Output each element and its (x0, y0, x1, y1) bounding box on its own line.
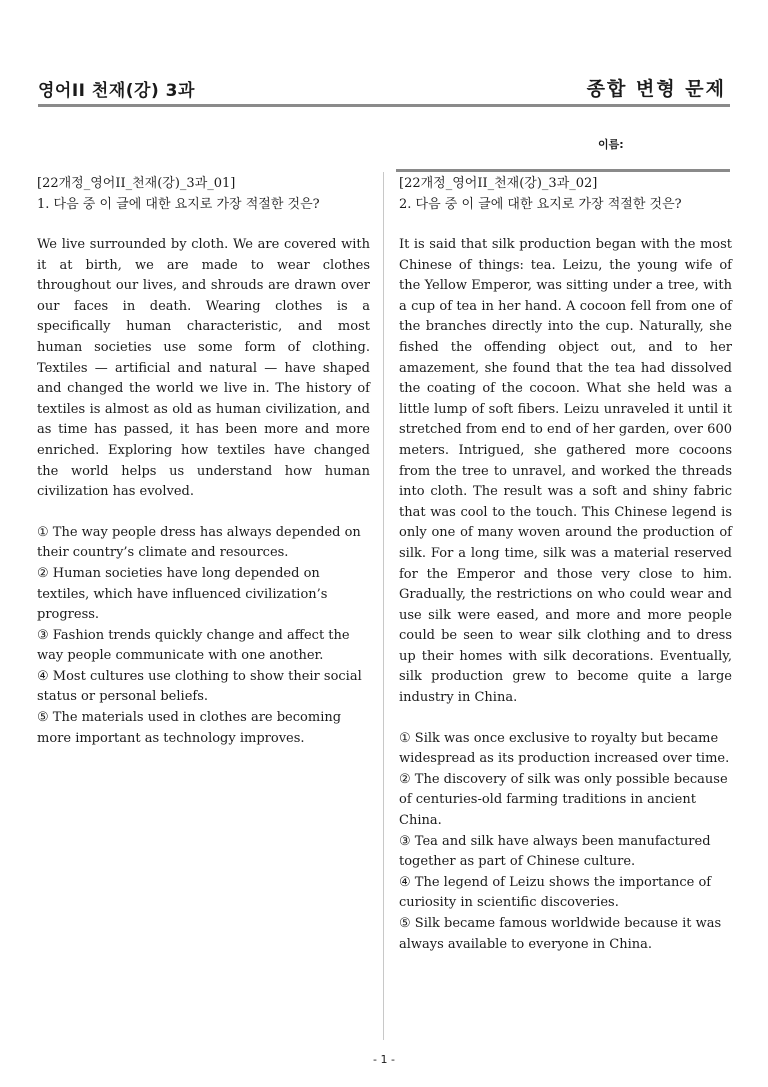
header-divider (38, 104, 730, 107)
column-divider (383, 172, 384, 1040)
option-5[interactable]: ⑤ Silk became famous worldwide because it was always available to everyone in China. (399, 916, 722, 952)
worksheet-title: 영어II 천재(강) 3과 (38, 81, 195, 101)
question-prompt: 1. 다음 중 이 글에 대한 요지로 가장 적절한 것은? (37, 196, 320, 212)
question-prompt: 2. 다음 중 이 글에 대한 요지로 가장 적절한 것은? (399, 196, 682, 212)
passage: We live surrounded by cloth. We are covered with it at birth, we are made to wear clothes throughout our lives, and shrouds are drawn over our faces in death. Wearing clothes is a specifically human characteristic, and most human societies use some form of clothing. Textiles — artificial and natural — have shaped and changed the world we live in. The history of textiles is almost as old as human civilization, and as time has passed, it has been more and more enriched. Exploring how textiles have changed the world helps us understand how human civilization has evolved. (37, 237, 370, 500)
option-2[interactable]: ② The discovery of silk was only possible because of centuries-old farming traditions in ancient China. (399, 771, 728, 829)
option-2[interactable]: ② Human societies have long depended on textiles, which have influenced civilization’s progress. (37, 565, 328, 623)
name-divider (396, 169, 730, 172)
option-4[interactable]: ④ Most cultures use clothing to show their social status or personal beliefs. (37, 668, 362, 705)
worksheet-type: 종합 변형 문제 (586, 78, 726, 100)
answer-options (399, 729, 732, 956)
option-3[interactable]: ③ Tea and silk have always been manufactured together as part of Chinese culture. (399, 833, 711, 870)
option-1[interactable]: ① Silk was once exclusive to royalty but became widespread as its production increased over time. (399, 730, 730, 767)
option-1[interactable]: ① The way people dress has always depended on their country’s climate and resources. (37, 524, 361, 561)
option-4[interactable]: ④ The legend of Leizu shows the importance of curiosity in scientific discoveries. (399, 874, 712, 911)
option-3[interactable]: ③ Fashion trends quickly change and affect the way people communicate with one another. (37, 627, 350, 664)
passage: It is said that silk production began with the most Chinese of things: tea. Leizu, the young wife of the Yellow Emperor, was sitting under a tree, with a cup of tea in her hand. A cocoon fell from one of the branches directly into the cup. Naturally, she fished the offending object out, and to her amazement, she found that the tea had dissolved the coating of the cocoon. What she held was a little lump of soft fibers. Leizu unraveled it until it stretched from end to end of her garden, over 600 meters. Intrigued, she gathered more cocoons from the tree to unravel, and worked the threads into cloth. The result was a soft and shiny fabric that was cool to the touch. This Chinese legend is only one of many woven around the production of silk. For a long time, silk was a material reserved for the Emperor and those very close to him. Gradually, the restrictions on who could wear and use silk were eased, and more and more people could be seen to wear silk clothing and to dress up their homes with silk decorations. Eventually, silk production grew to become quite a large industry in China. (399, 237, 732, 706)
option-5[interactable]: ⑤ The materials used in clothes are becoming more important as technology improves. (37, 710, 342, 746)
question-2 (399, 174, 732, 955)
name-label: 이름: (598, 138, 624, 151)
page-number: - 1 - (373, 1053, 395, 1066)
question-code: [22개정_영어II_천재(강)_3과_01] (37, 176, 236, 191)
question-code: [22개정_영어II_천재(강)_3과_02] (399, 176, 598, 191)
question-1 (37, 174, 370, 749)
answer-options (37, 523, 370, 750)
